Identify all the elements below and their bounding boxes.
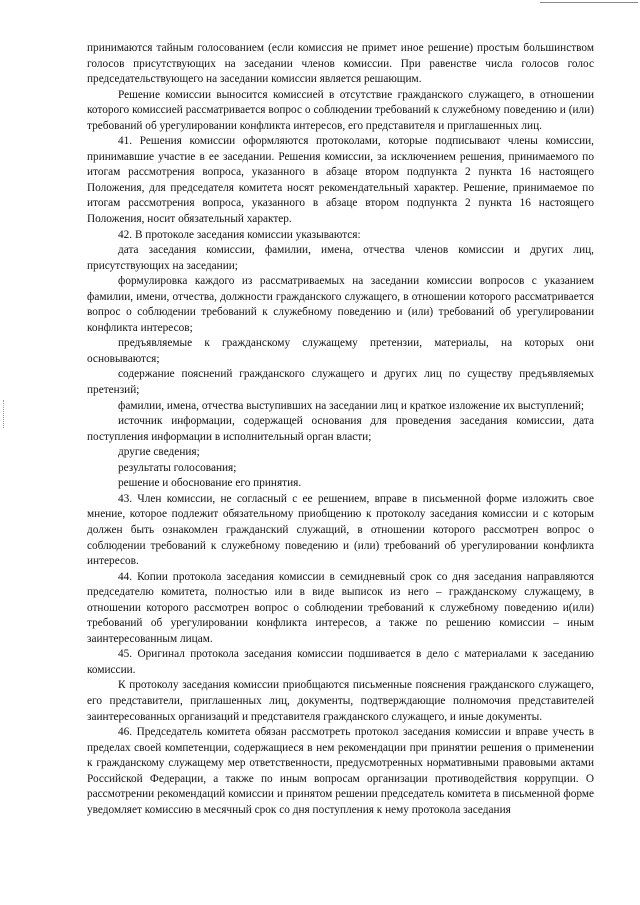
list-item-speakers: фамилии, имена, отчества выступивших на заседании лиц и краткое изложение их выступлений; <box>118 399 585 412</box>
paragraph-42: 42. В протоколе заседания комиссии указываются: <box>118 228 361 241</box>
list-item-wording: формулировка каждого из рассматриваемых на заседании комиссии вопросов с указанием фамилии, имени, отчества, должности гражданского служащего, в отношении которого рассматривается вопрос о соблюдении требований к служебному поведению и (или) требований об урегулировании конфликта интересов; <box>87 275 594 334</box>
document-body <box>87 41 594 818</box>
paragraph-attachments: К протоколу заседания комиссии приобщаются письменные пояснения гражданского служащего, его представители, приглашенных лиц, документы, подтверждающие полномочия представителей заинтересованных организаций и представителя гражданского служащего, и иные документы. <box>87 679 594 723</box>
left-margin-mark <box>3 400 5 428</box>
list-item-decision: решение и обоснование его принятия. <box>118 477 302 490</box>
list-item-other: другие сведения; <box>118 446 200 459</box>
top-edge-rule <box>540 2 638 3</box>
paragraph-46: 46. Председатель комитета обязан рассмотреть протокол заседания комиссии и вправе учесть в пределах своей компетенции, содержащиеся в нем рекомендации при принятии решения о применении к гражданскому служащему мер ответственности, предусмотренных нормативными правовыми актами Российской Федерации, а также по иным вопросам организации противодействия коррупции. О рассмотрении рекомендаций комиссии и принятом решении председатель комитета в письменной форме уведомляет комиссию в месячный срок со дня поступления к нему протокола заседания <box>87 726 594 816</box>
paragraph-43: 43. Член комиссии, не согласный с ее решением, вправе в письменной форме изложить свое мнение, которое подлежит обязательному приобщению к протоколу заседания комиссии и с которым должен быть ознакомлен гражданский служащий, в отношении которого рассмотрен вопрос о соблюдении требований к служебному поведению и (или) требований об урегулировании конфликта интересов. <box>87 492 594 568</box>
list-item-source: источник информации, содержащей основания для проведения заседания комиссии, дата поступления информации в исполнительный орган власти; <box>87 415 594 443</box>
paragraph-continuation: принимаются тайным голосованием (если комиссия не примет иное решение) простым большинством голосов присутствующих на заседании членов комиссии. При равенстве числа голосов голос председательствующего на заседании комиссии является решающим. <box>87 42 594 86</box>
paragraph-41: 41. Решения комиссии оформляются протоколами, которые подписывают члены комиссии, принимавшие участие в ее заседании. Решения комиссии, за исключением решения, принимаемого по итогам рассмотрения вопроса, указанного в абзаце втором подпункта 2 пункта 16 настоящего Положения, для председателя комитета носят рекомендательный характер. Решение, принимаемое по итогам рассмотрения вопроса, указанного в абзаце втором подпункта 2 пункта 16 настоящего Положения, носит обязательный характер. <box>87 135 594 226</box>
paragraph-44: 44. Копии протокола заседания комиссии в семидневный срок со дня заседания направляются председателю комитета, полностью или в виде выписок из него – гражданскому служащему, в отношении которого рассмотрен вопрос о соблюдении требований к служебному поведению и(или) требований об урегулировании конфликта интересов, а также по решению комиссии – иным заинтересованным лицам. <box>87 570 594 645</box>
list-item-voting: результаты голосования; <box>118 461 237 474</box>
paragraph-45: 45. Оригинал протокола заседания комиссии подшивается в дело с материалами к заседанию комиссии. <box>87 648 594 676</box>
list-item-explanations: содержание пояснений гражданского служащего и других лиц по существу предъявляемых претензий; <box>87 368 594 397</box>
list-item-date: дата заседания комиссии, фамилии, имена, отчества членов комиссии и других лиц, присутствующих на заседании; <box>87 244 594 272</box>
list-item-claims: предъявляемые к гражданскому служащему претензии, материалы, на которых они основываются; <box>87 337 594 365</box>
paragraph-decision-absence: Решение комиссии выносится комиссией в отсутствие гражданского служащего, в отношении которого комиссией рассматривается вопрос о соблюдении требований к служебному поведению и (или) требований об урегулировании конфликта интересов, его представителя и приглашенных лиц. <box>87 88 594 132</box>
